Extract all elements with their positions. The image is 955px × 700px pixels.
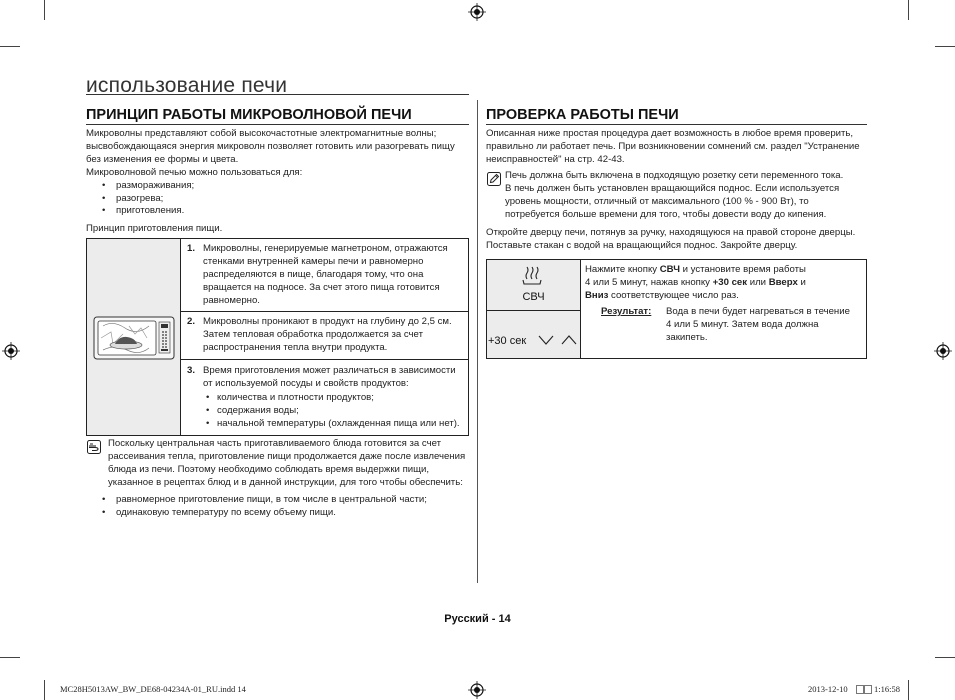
- right-intro: [486, 128, 876, 167]
- text-line: без изменения ее формы и цвета.: [86, 153, 239, 165]
- uses-list: [86, 180, 476, 219]
- crop-mark: [0, 46, 20, 47]
- text-line: Описанная ниже простая процедура дает возможность в любое время проверить,: [486, 128, 854, 139]
- list-item: • размораживания;: [86, 180, 476, 193]
- text-line: Печь должна быть включена в подходящую розетку сети переменного тока.: [505, 170, 844, 181]
- step-2: [187, 316, 465, 355]
- right-note: [505, 170, 870, 222]
- list-item: • содержания воды;: [203, 405, 465, 418]
- left-note: [108, 438, 473, 490]
- box-divider: [580, 259, 581, 359]
- text-line: Микроволновой печью можно пользоваться для:: [86, 166, 303, 178]
- text-span: и установите время работы: [679, 264, 806, 275]
- heading-rule: [86, 124, 469, 125]
- text-line: [585, 277, 863, 290]
- text-line: вращается на подносе. За счет этого пища готовится: [203, 281, 440, 293]
- box-divider: [180, 238, 181, 436]
- crop-mark: [908, 0, 909, 20]
- step-3: [187, 365, 465, 431]
- result-text: [666, 306, 866, 345]
- left-intro: [86, 128, 476, 218]
- text-line: указанное в рецептах блюд и в данной инструкции, для того чтобы обеспечить:: [108, 476, 463, 488]
- text-line: стенками внутренней камеры печи и равномерно: [203, 255, 424, 267]
- text-line: рассеивания тепла, приготовление пищи продолжается даже после извлечения: [108, 450, 466, 462]
- text-line: 4 или 5 минут. Затем вода должна: [666, 318, 819, 330]
- heading-rule: [486, 124, 867, 125]
- registration-mark-icon: [934, 342, 952, 360]
- text-line: равномерно.: [203, 294, 260, 306]
- text-line: от используемой посуды и свойств продуктов:: [203, 377, 409, 389]
- text-span: СВЧ: [659, 264, 680, 275]
- column-divider: [477, 100, 478, 583]
- text-span: или: [747, 276, 769, 288]
- step-3-bullets: [203, 392, 465, 431]
- text-span: соответствующее число раз.: [608, 289, 739, 301]
- step-number: 2.: [187, 316, 196, 327]
- open-door-text: [486, 227, 876, 253]
- hand-pointer-icon: [87, 440, 101, 454]
- step-1: [187, 243, 465, 308]
- text-line: распространения тепла внутри продукта.: [203, 341, 388, 353]
- plus30-button-label[interactable]: +30 сек: [488, 335, 527, 347]
- crop-mark: [44, 0, 45, 20]
- row-divider: [180, 311, 469, 312]
- footer-time: 1:16:58: [874, 684, 900, 694]
- row-divider: [180, 359, 469, 360]
- text-line: блюда из печи. Поэтому необходимо соблюдать время выдержки пищи,: [108, 463, 430, 475]
- text-span: Вверх: [768, 276, 798, 288]
- text-line: Откройте дверцу печи, потянув за ручку, находящуюся на правой стороне дверцы.: [486, 227, 856, 238]
- list-item: • равномерное приготовление пищи, в том числе в центральной части;: [86, 494, 476, 507]
- text-line: неисправностей" на стр. 42-43.: [486, 153, 625, 165]
- text-line: Время приготовления может различаться в зависимости: [203, 365, 456, 376]
- text-span: Нажмите кнопку: [585, 264, 660, 275]
- registration-mark-icon: [468, 681, 486, 699]
- section-title: использование печи: [86, 74, 288, 97]
- text-span: и: [797, 276, 806, 288]
- step-number: 3.: [187, 365, 196, 376]
- text-line: распределяются в пище, благодаря тому, что она: [203, 268, 424, 280]
- glyph-box: [856, 685, 864, 694]
- footer-date: 2013-12-10: [808, 684, 848, 694]
- ensure-list: [86, 494, 476, 520]
- text-line: Микроволны, генерируемые магнетроном, отражаются: [203, 243, 448, 254]
- text-line: В печь должен быть установлен вращающийся поднос. Если используется: [505, 182, 840, 194]
- text-line: закипеть.: [666, 331, 708, 343]
- text-span: Результат:: [601, 306, 652, 317]
- text-span: Вниз: [585, 289, 609, 301]
- list-item: • количества и плотности продуктов;: [203, 392, 465, 405]
- left-heading: ПРИНЦИП РАБОТЫ МИКРОВОЛНОВОЙ ПЕЧИ: [86, 107, 412, 123]
- instruction-text: [585, 264, 863, 303]
- text-line: потребуется больше времени для того, чтобы довести воду до кипения.: [505, 208, 827, 220]
- page-number: Русский - 14: [444, 613, 511, 625]
- crop-mark: [908, 680, 909, 700]
- list-item: • одинаковую температуру по всему объему пищи.: [86, 507, 476, 520]
- text-line: Вода в печи будет нагреваться в течение: [666, 306, 850, 317]
- result-label: [601, 306, 651, 319]
- list-item: • начальной температуры (охлажденная пища или нет).: [203, 418, 465, 431]
- chevron-up-icon[interactable]: [560, 333, 578, 347]
- mw-button-label[interactable]: СВЧ: [522, 291, 545, 303]
- crop-mark: [0, 657, 20, 658]
- microwave-illustration-icon: [93, 316, 175, 360]
- text-line: [585, 264, 863, 277]
- registration-mark-icon: [2, 342, 20, 360]
- text-line: Затем тепловая обработка продолжается за счет: [203, 328, 423, 340]
- chevron-down-icon[interactable]: [537, 333, 555, 347]
- step-number: 1.: [187, 243, 196, 254]
- right-heading: ПРОВЕРКА РАБОТЫ ПЕЧИ: [486, 107, 679, 123]
- crop-mark: [44, 680, 45, 700]
- footer-file: MC28H5013AW_BW_DE68-04234A-01_RU.indd 14: [60, 684, 246, 694]
- title-rule: [86, 94, 469, 95]
- text-line: Микроволны представляют собой высокочастотные электромагнитные волны;: [86, 128, 437, 139]
- registration-mark-icon: [468, 3, 486, 21]
- text-line: правильно ли работает печь. При возникновении сомнений см. раздел "Устранение: [486, 140, 860, 152]
- text-line: высвобождающаяся энергия микроволн позволяет готовить или разогревать пищу: [86, 140, 455, 152]
- text-line: Поскольку центральная часть приготавливаемого блюда готовится за счет: [108, 438, 442, 449]
- text-line: Поставьте стакан с водой на вращающийся поднос. Закройте дверцу.: [486, 239, 798, 251]
- list-item: • разогрева;: [86, 193, 476, 206]
- pencil-note-icon: [487, 172, 501, 186]
- text-span: 4 или 5 минут, нажав кнопку: [585, 276, 713, 288]
- text-line: Микроволны проникают в продукт на глубину до 2,5 см.: [203, 316, 452, 327]
- crop-mark: [935, 657, 955, 658]
- panel-divider: [486, 310, 580, 311]
- list-item: • приготовления.: [86, 205, 476, 218]
- microwave-waves-icon: [520, 264, 544, 286]
- text-line: [585, 290, 863, 303]
- principle-label: Принцип приготовления пищи.: [86, 223, 223, 234]
- text-line: уровень мощности, отличный от максимального (100 % - 900 Вт), то: [505, 195, 809, 207]
- crop-mark: [935, 46, 955, 47]
- text-span: +30 сек: [712, 276, 748, 288]
- glyph-box: [864, 685, 872, 694]
